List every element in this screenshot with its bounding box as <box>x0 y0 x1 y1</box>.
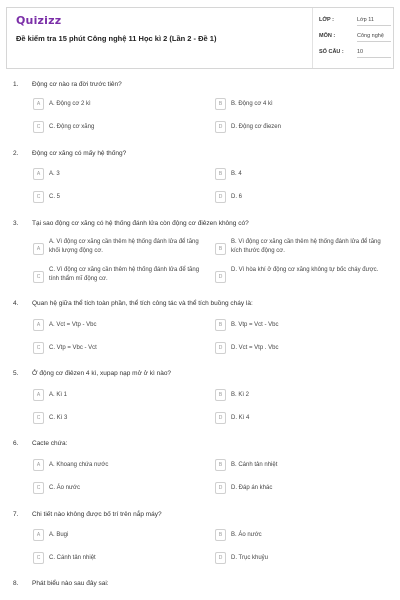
option-a[interactable] <box>33 528 213 543</box>
option-text: C. Áo nước <box>49 485 80 491</box>
option-text: C. Vì động cơ xăng cần thêm hệ thống đánh lửa để tăng tính thẩm mĩ động cơ. <box>49 267 200 282</box>
option-c[interactable] <box>33 341 213 356</box>
option-letter: D <box>215 271 226 283</box>
option-letter: D <box>215 412 226 424</box>
option-letter: A <box>33 529 44 541</box>
option-letter: C <box>33 121 44 133</box>
option-a[interactable] <box>33 97 213 112</box>
option-text: A. Khoang chứa nước <box>49 462 109 468</box>
option-letter: D <box>215 342 226 354</box>
option-letter: B <box>215 529 226 541</box>
option-c[interactable] <box>33 120 213 135</box>
question-number: 6. <box>13 440 19 447</box>
question-text: Ở động cơ điêzen 4 kì, xupap nạp mở ở kì nào? <box>32 370 172 377</box>
option-text: D. Vct = Vtp . Vbc <box>231 345 279 351</box>
option-letter: A <box>33 168 44 180</box>
question-number: 1. <box>13 81 19 88</box>
option-letter: A <box>33 319 44 331</box>
meta-value: Công nghệ <box>357 30 391 42</box>
option-b[interactable] <box>215 97 395 112</box>
option-a[interactable] <box>33 388 213 403</box>
option-d[interactable] <box>215 481 395 496</box>
option-d[interactable] <box>215 190 395 205</box>
option-text: A. Bugi <box>49 532 69 538</box>
option-letter: C <box>33 552 44 564</box>
option-text: B. Cánh tản nhiệt <box>231 462 278 468</box>
option-letter: B <box>215 98 226 110</box>
meta-value: Lớp 11 <box>357 14 391 26</box>
option-text: D. Đáp án khác <box>231 485 273 491</box>
option-text: D. Kì 4 <box>231 415 250 421</box>
option-letter: A <box>33 243 44 255</box>
option-b[interactable] <box>215 458 395 473</box>
option-a[interactable] <box>33 458 213 473</box>
option-c[interactable] <box>33 190 213 205</box>
option-b[interactable] <box>215 238 395 262</box>
option-letter: B <box>215 319 226 331</box>
meta-row-count <box>319 46 391 60</box>
header-divider <box>312 8 313 68</box>
meta-label: LỚP : <box>319 17 334 23</box>
option-text: D. Vì hòa khí ở động cơ xăng không tự bốc cháy được. <box>231 267 379 273</box>
option-b[interactable] <box>215 167 395 182</box>
option-text: A. Vct = Vtp - Vbc <box>49 322 97 328</box>
option-text: A. Động cơ 2 kì <box>49 101 91 107</box>
worksheet-title: Đề kiểm tra 15 phút Công nghệ 11 Học kì 2 (Lần 2 - Đề 1) <box>16 34 217 43</box>
option-letter: A <box>33 98 44 110</box>
question-number: 8. <box>13 580 19 587</box>
question-text: Động cơ xăng có mấy hệ thống? <box>32 150 127 157</box>
meta-value: 10 <box>357 46 391 58</box>
option-a[interactable] <box>33 238 213 262</box>
question-number: 3. <box>13 220 19 227</box>
option-text: B. Vtp = Vct - Vbc <box>231 322 279 328</box>
option-d[interactable] <box>215 120 395 135</box>
question-text: Phát biểu nào sau đây sai: <box>32 580 109 587</box>
question-text: Chi tiết nào không được bố trí trên nắp máy? <box>32 511 162 518</box>
option-text: B. Vì động cơ xăng cần thêm hệ thống đánh lửa để tăng kích thước động cơ. <box>231 239 381 254</box>
option-text: C. Vtp = Vbc - Vct <box>49 345 97 351</box>
meta-label: MÔN : <box>319 33 336 39</box>
option-c[interactable] <box>33 411 213 426</box>
option-text: C. Kì 3 <box>49 415 68 421</box>
option-letter: C <box>33 342 44 354</box>
question-text: Động cơ nào ra đời trước tiên? <box>32 81 122 88</box>
option-text: D. 6 <box>231 194 243 200</box>
option-letter: D <box>215 121 226 133</box>
option-letter: C <box>33 191 44 203</box>
option-letter: A <box>33 459 44 471</box>
option-b[interactable] <box>215 528 395 543</box>
option-letter: D <box>215 482 226 494</box>
option-text: D. Trục khuỷu <box>231 555 269 561</box>
option-text: B. Áo nước <box>231 532 262 538</box>
option-letter: C <box>33 412 44 424</box>
question-text: Quan hệ giữa thể tích toàn phần, thể tích công tác và thể tích buồng cháy là: <box>32 300 253 307</box>
meta-row-subject <box>319 30 391 44</box>
option-letter: C <box>33 271 44 283</box>
question-text: Cacte chứa: <box>32 440 68 447</box>
option-text: A. Vì động cơ xăng cần thêm hệ thống đánh lửa để tăng khối lượng động cơ. <box>49 239 199 254</box>
question-number: 4. <box>13 300 19 307</box>
meta-row-class <box>319 14 391 28</box>
option-d[interactable] <box>215 266 395 290</box>
option-letter: B <box>215 243 226 255</box>
option-text: C. Động cơ xăng <box>49 124 95 130</box>
option-b[interactable] <box>215 318 395 333</box>
option-letter: B <box>215 459 226 471</box>
option-text: B. Động cơ 4 kì <box>231 101 273 107</box>
option-letter: B <box>215 389 226 401</box>
option-letter: D <box>215 191 226 203</box>
worksheet-header <box>6 7 394 69</box>
question-number: 2. <box>13 150 19 157</box>
option-c[interactable] <box>33 551 213 566</box>
option-d[interactable] <box>215 341 395 356</box>
question-text: Tại sao động cơ xăng có hệ thống đánh lửa còn động cơ điêzen không có? <box>32 220 249 227</box>
question-number: 5. <box>13 370 19 377</box>
option-text: D. Động cơ điezen <box>231 124 281 130</box>
option-text: B. 4 <box>231 171 242 177</box>
option-d[interactable] <box>215 411 395 426</box>
option-text: C. 5 <box>49 194 61 200</box>
option-b[interactable] <box>215 388 395 403</box>
option-text: C. Cánh tản nhiệt <box>49 555 96 561</box>
option-a[interactable] <box>33 318 213 333</box>
option-c[interactable] <box>33 481 213 496</box>
question-number: 7. <box>13 511 19 518</box>
meta-label: SỐ CÂU : <box>319 49 344 55</box>
option-letter: A <box>33 389 44 401</box>
option-text: A. 3 <box>49 171 60 177</box>
option-letter: B <box>215 168 226 180</box>
option-text: B. Kì 2 <box>231 392 250 398</box>
option-letter: D <box>215 552 226 564</box>
quizizz-logo: Quizizz <box>16 14 62 27</box>
option-text: A. Kì 1 <box>49 392 68 398</box>
option-c[interactable] <box>33 266 213 290</box>
option-d[interactable] <box>215 551 395 566</box>
option-a[interactable] <box>33 167 213 182</box>
option-letter: C <box>33 482 44 494</box>
